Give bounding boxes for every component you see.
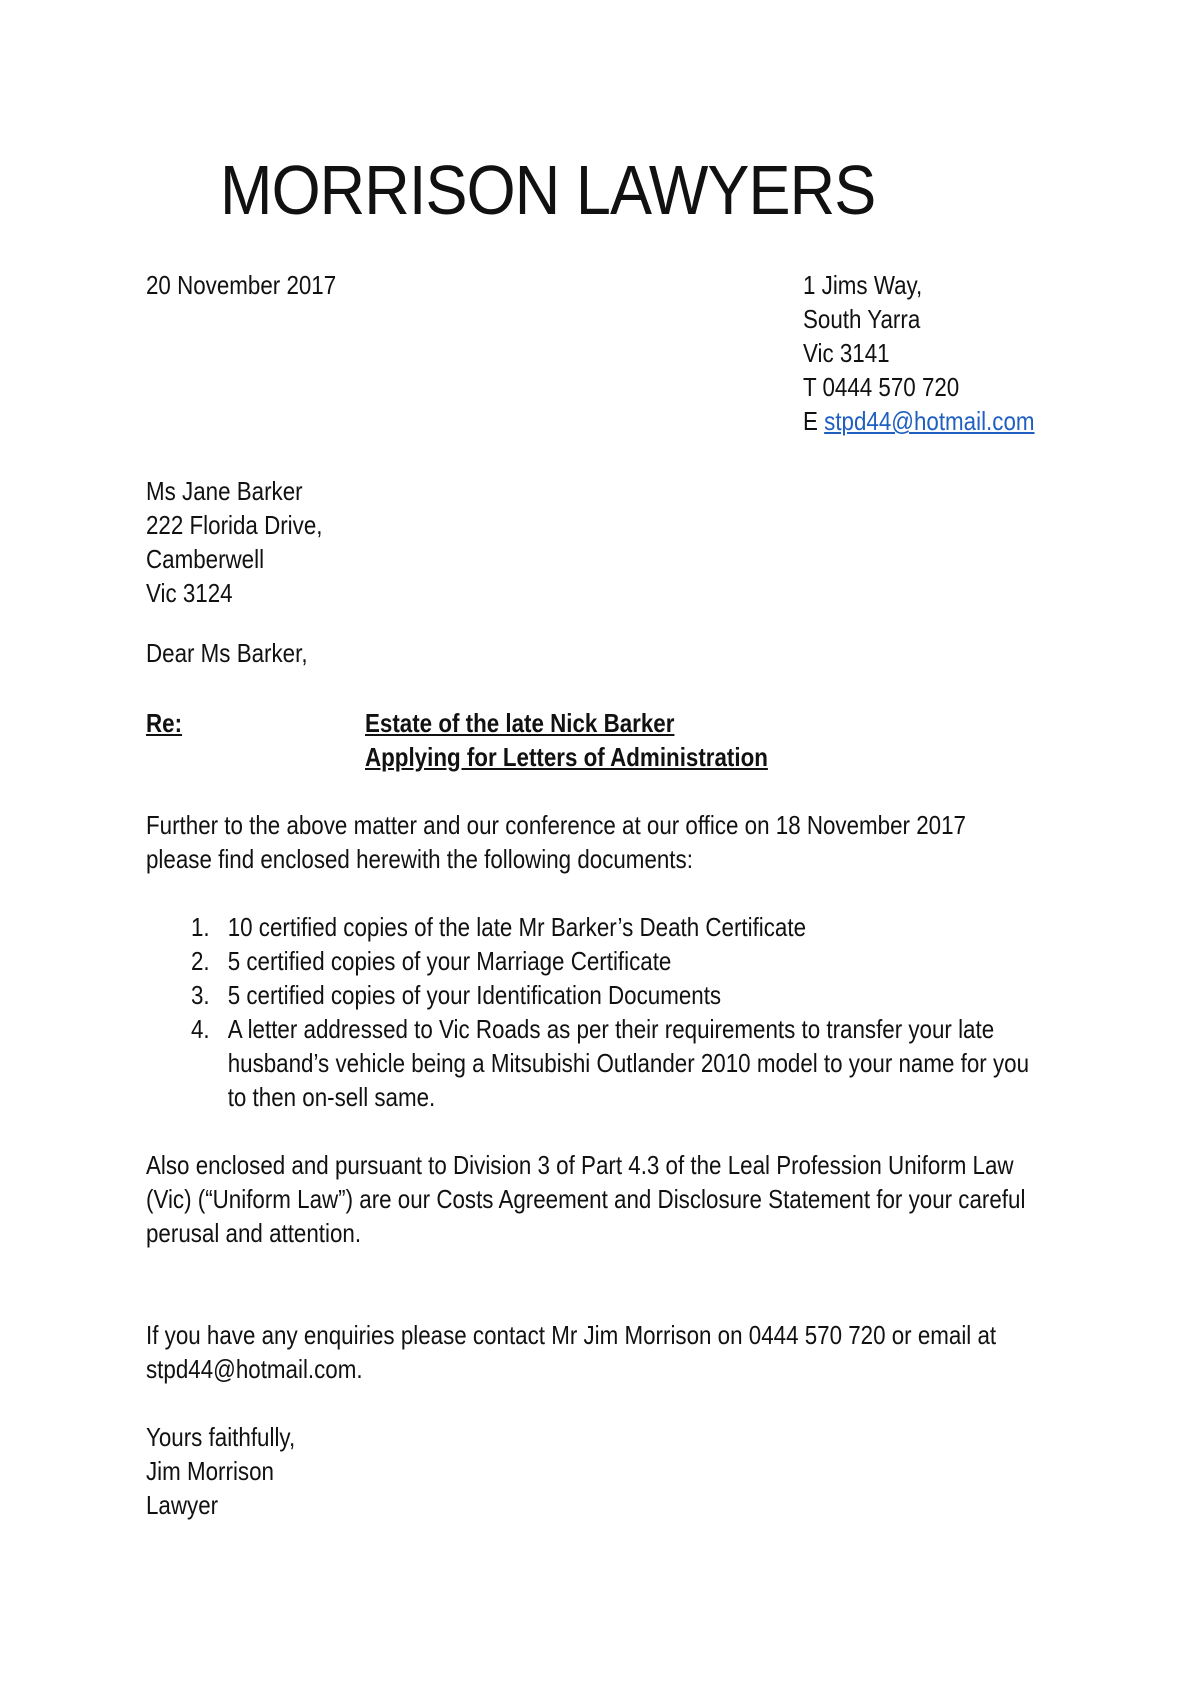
re-subject-line: Applying for Letters of Administration [365, 742, 768, 772]
intro-paragraph [146, 808, 966, 876]
signatory-title: Lawyer [146, 1490, 219, 1520]
sender-phone: T 0444 570 720 [803, 372, 960, 402]
list-item-text: to then on-sell same. [227, 1082, 436, 1112]
enclosed-documents-list [146, 910, 1029, 1114]
recipient-name: Ms Jane Barker [146, 476, 303, 506]
list-item [146, 944, 1029, 978]
list-item-number: 1. [190, 912, 210, 942]
sender-email-prefix: E [803, 406, 825, 436]
salutation: Dear Ms Barker, [146, 638, 308, 668]
list-item-text: A letter addressed to Vic Roads as per their requirements to transfer your late [227, 1014, 995, 1044]
re-label: Re: [146, 708, 183, 738]
paragraph-line: Further to the above matter and our conference at our office on 18 November 2017 [146, 810, 966, 840]
sender-address-line: South Yarra [803, 304, 921, 334]
list-item-number: 4. [190, 1014, 210, 1044]
sender-email-link[interactable]: stpd44@hotmail.com [824, 406, 1035, 436]
list-item-text: 5 certified copies of your Identification Documents [227, 980, 722, 1010]
sender-address-block [803, 268, 1035, 438]
list-item-text: husband’s vehicle being a Mitsubishi Outlander 2010 model to your name for you [227, 1048, 1030, 1078]
paragraph-line: (Vic) (“Uniform Law”) are our Costs Agreement and Disclosure Statement for your careful [146, 1184, 1026, 1214]
list-item-number: 3. [190, 980, 210, 1010]
paragraph-line: perusal and attention. [146, 1218, 362, 1248]
paragraph-line: stpd44@hotmail.com. [146, 1354, 363, 1384]
paragraph-line: If you have any enquiries please contact Mr Jim Morrison on 0444 570 720 or email at [146, 1320, 997, 1350]
signatory-name: Jim Morrison [146, 1456, 274, 1486]
recipient-address-line: Camberwell [146, 544, 265, 574]
recipient-address-line: 222 Florida Drive, [146, 510, 323, 540]
list-item [146, 1012, 1029, 1114]
list-item-number: 2. [190, 946, 210, 976]
paragraph-line: Also enclosed and pursuant to Division 3 of Part 4.3 of the Leal Profession Uniform Law [146, 1150, 1014, 1180]
re-subject [365, 706, 768, 774]
firm-letterhead: MORRISON LAWYERS [220, 151, 876, 229]
sender-address-line: Vic 3141 [803, 338, 890, 368]
recipient-address-block [146, 474, 322, 610]
sender-email-line [803, 404, 1035, 438]
recipient-address-line: Vic 3124 [146, 578, 233, 608]
list-item [146, 910, 1029, 944]
closing: Yours faithfully, [146, 1422, 296, 1452]
re-subject-line: Estate of the late Nick Barker [365, 708, 675, 738]
list-item [146, 978, 1029, 1012]
sender-address-line: 1 Jims Way, [803, 270, 923, 300]
list-item-text: 10 certified copies of the late Mr Barker’s Death Certificate [227, 912, 807, 942]
costs-paragraph [146, 1148, 1025, 1250]
enquiries-paragraph [146, 1318, 996, 1386]
letter-date: 20 November 2017 [146, 270, 337, 300]
signature-block [146, 1420, 295, 1522]
paragraph-line: please find enclosed herewith the following documents: [146, 844, 693, 874]
list-item-text: 5 certified copies of your Marriage Certificate [227, 946, 672, 976]
